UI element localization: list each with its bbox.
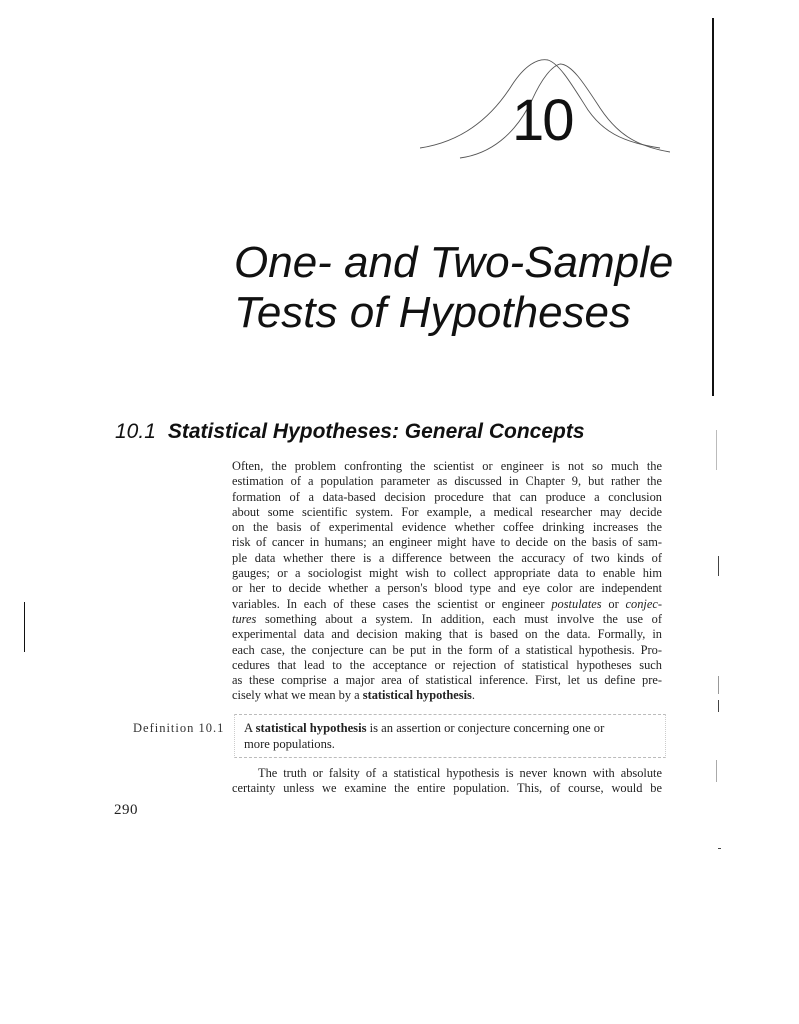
chapter-number: 10 <box>512 88 573 153</box>
body-line: or her to decide whether a person's blood type and eye color are independent <box>232 581 662 596</box>
scan-speck <box>718 700 719 712</box>
scan-edge-line-left <box>24 602 25 652</box>
definition-line-2: more populations. <box>244 737 335 751</box>
scan-edge-line-right <box>712 18 714 396</box>
definition-line-1 <box>244 720 659 736</box>
body-line: estimation of a population parameter as discussed in Chapter 9, but rather the <box>232 474 662 489</box>
body-line: risk of cancer in humans; an engineer might have to decide on the basis of sam- <box>232 535 662 550</box>
body-line: cedures that lead to the acceptance or rejection of statistical hypotheses such <box>232 657 662 672</box>
chapter-title-line-1: One- and Two-Sample <box>234 238 674 287</box>
body-line-text: something about a system. In addition, each must involve the use of <box>264 611 662 626</box>
scan-speck <box>718 848 721 849</box>
body-or: or <box>608 596 619 611</box>
body-paragraph <box>232 459 662 704</box>
italic-tures: tures <box>232 611 257 626</box>
body-line <box>232 597 662 612</box>
body-line: ple data whether there is a difference between the accuracy of two kinds of <box>232 550 662 565</box>
bold-term-statistical-hypothesis: statistical hypothesis <box>362 688 472 703</box>
section-title: Statistical Hypotheses: General Concepts <box>167 420 585 443</box>
body-line: on the basis of experimental evidence whether coffee drinking increases the <box>232 520 662 535</box>
body-line: gauges; or a sociologist might wish to collect appropriate data to enable him <box>232 566 662 581</box>
chapter-title <box>234 238 704 338</box>
chapter-title-line-2: Tests of Hypotheses <box>234 288 632 337</box>
body-line: experimental data and decision making that is based on the data. Formally, in <box>232 627 662 642</box>
italic-postulates: postulates <box>551 596 602 611</box>
body-line: about some scientific system. For example, a medical researcher may decide <box>232 504 662 519</box>
definition-term: statistical hypothesis <box>255 721 367 735</box>
definition-rest: is an assertion or conjecture concerning one or <box>369 721 605 735</box>
section-number: 10.1 <box>115 420 156 443</box>
body-line: Often, the problem confronting the scientist or engineer is not so much the <box>232 459 662 473</box>
scan-speck <box>716 430 717 470</box>
section-heading <box>115 420 585 444</box>
body-line <box>232 688 662 703</box>
definition-label: Definition 10.1 <box>133 721 225 735</box>
scan-speck <box>718 556 719 576</box>
closing-paragraph <box>232 766 662 797</box>
page-number: 290 <box>114 802 138 818</box>
closing-line: certainty unless we examine the entire population. This, of course, would be <box>232 781 662 796</box>
closing-line: The truth or falsity of a statistical hypothesis is never known with absolute <box>258 766 662 780</box>
definition-text <box>244 720 659 752</box>
body-line: as these comprise a major area of statistical inference. First, let us define pre- <box>232 673 662 688</box>
scan-speck <box>718 676 719 694</box>
italic-conjec: conjec- <box>625 596 662 611</box>
scan-speck <box>716 760 717 782</box>
body-line: each case, the conjecture can be put in the form of a statistical hypothesis. Pro- <box>232 642 662 657</box>
body-line: formation of a data-based decision procedure that can produce a conclusion <box>232 489 662 504</box>
definition-prefix: A <box>244 721 253 735</box>
body-line <box>232 612 662 627</box>
body-period: . <box>471 688 475 703</box>
body-line-text: variables. In each of these cases the scientist or engineer <box>232 596 545 611</box>
body-line-text: cisely what we mean by a <box>232 688 360 703</box>
